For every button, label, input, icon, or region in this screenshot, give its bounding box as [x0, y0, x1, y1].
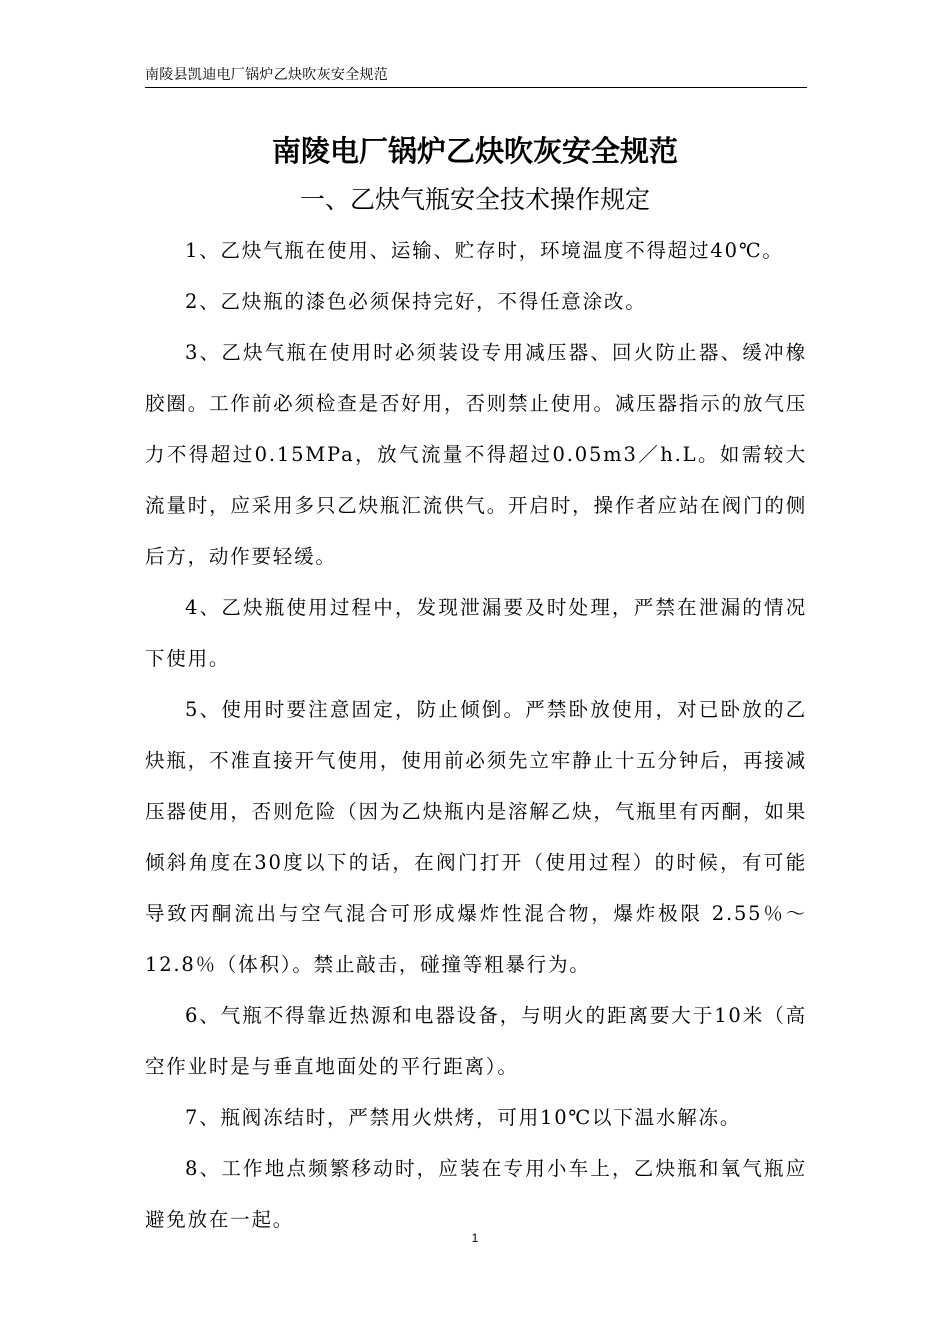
paragraph-6: 6、气瓶不得靠近热源和电器设备，与明火的距离要大于10米（高空作业时是与垂直地面处的平行距离）。	[145, 1004, 807, 1078]
page-number: 1	[471, 1231, 479, 1245]
page-header	[145, 64, 807, 88]
paragraph-1: 1、乙炔气瓶在使用、运输、贮存时，环境温度不得超过40℃。	[185, 239, 784, 262]
paragraph-4: 4、乙炔瓶使用过程中，发现泄漏要及时处理，严禁在泄漏的情况下使用。	[145, 596, 807, 670]
paragraph-8: 8、工作地点频繁移动时，应装在专用小车上，乙炔瓶和氧气瓶应避免放在一起。	[145, 1157, 807, 1231]
paragraph-7: 7、瓶阀冻结时，严禁用火烘烤，可用10℃以下温水解冻。	[185, 1106, 742, 1129]
document-body	[145, 225, 807, 1245]
paragraph-2: 2、乙炔瓶的漆色必须保持完好，不得任意涂改。	[185, 290, 647, 313]
section-title: 一、乙炔气瓶安全技术操作规定	[299, 185, 650, 214]
paragraph-3: 3、乙炔气瓶在使用时必须装设专用减压器、回火防止器、缓冲橡胶圈。工作前必须检查是否好用，否则禁止使用。减压器指示的放气压力不得超过0.15MPa，放气流量不得超过0.05m3／h.L。如需较大流量时，应采用多只乙炔瓶汇流供气。开启时，操作者应站在阀门的侧后方，动作要轻缓。	[145, 341, 807, 568]
header-text: 南陵县凯迪电厂锅炉乙炔吹灰安全规范	[145, 67, 389, 83]
document-title: 南陵电厂锅炉乙炔吹灰安全规范	[271, 134, 678, 168]
paragraph-5: 5、使用时要注意固定，防止倾倒。严禁卧放使用，对已卧放的乙炔瓶，不准直接开气使用，使用前必须先立牢静止十五分钟后，再接减压器使用，否则危险（因为乙炔瓶内是溶解乙炔，气瓶里有丙酮，如果倾斜角度在30度以下的话，在阀门打开（使用过程）的时候，有可能导致丙酮流出与空气混合可形成爆炸性混合物，爆炸极限 2.55％～12.8％（体积）。禁止敲击，碰撞等粗暴行为。	[145, 698, 807, 976]
